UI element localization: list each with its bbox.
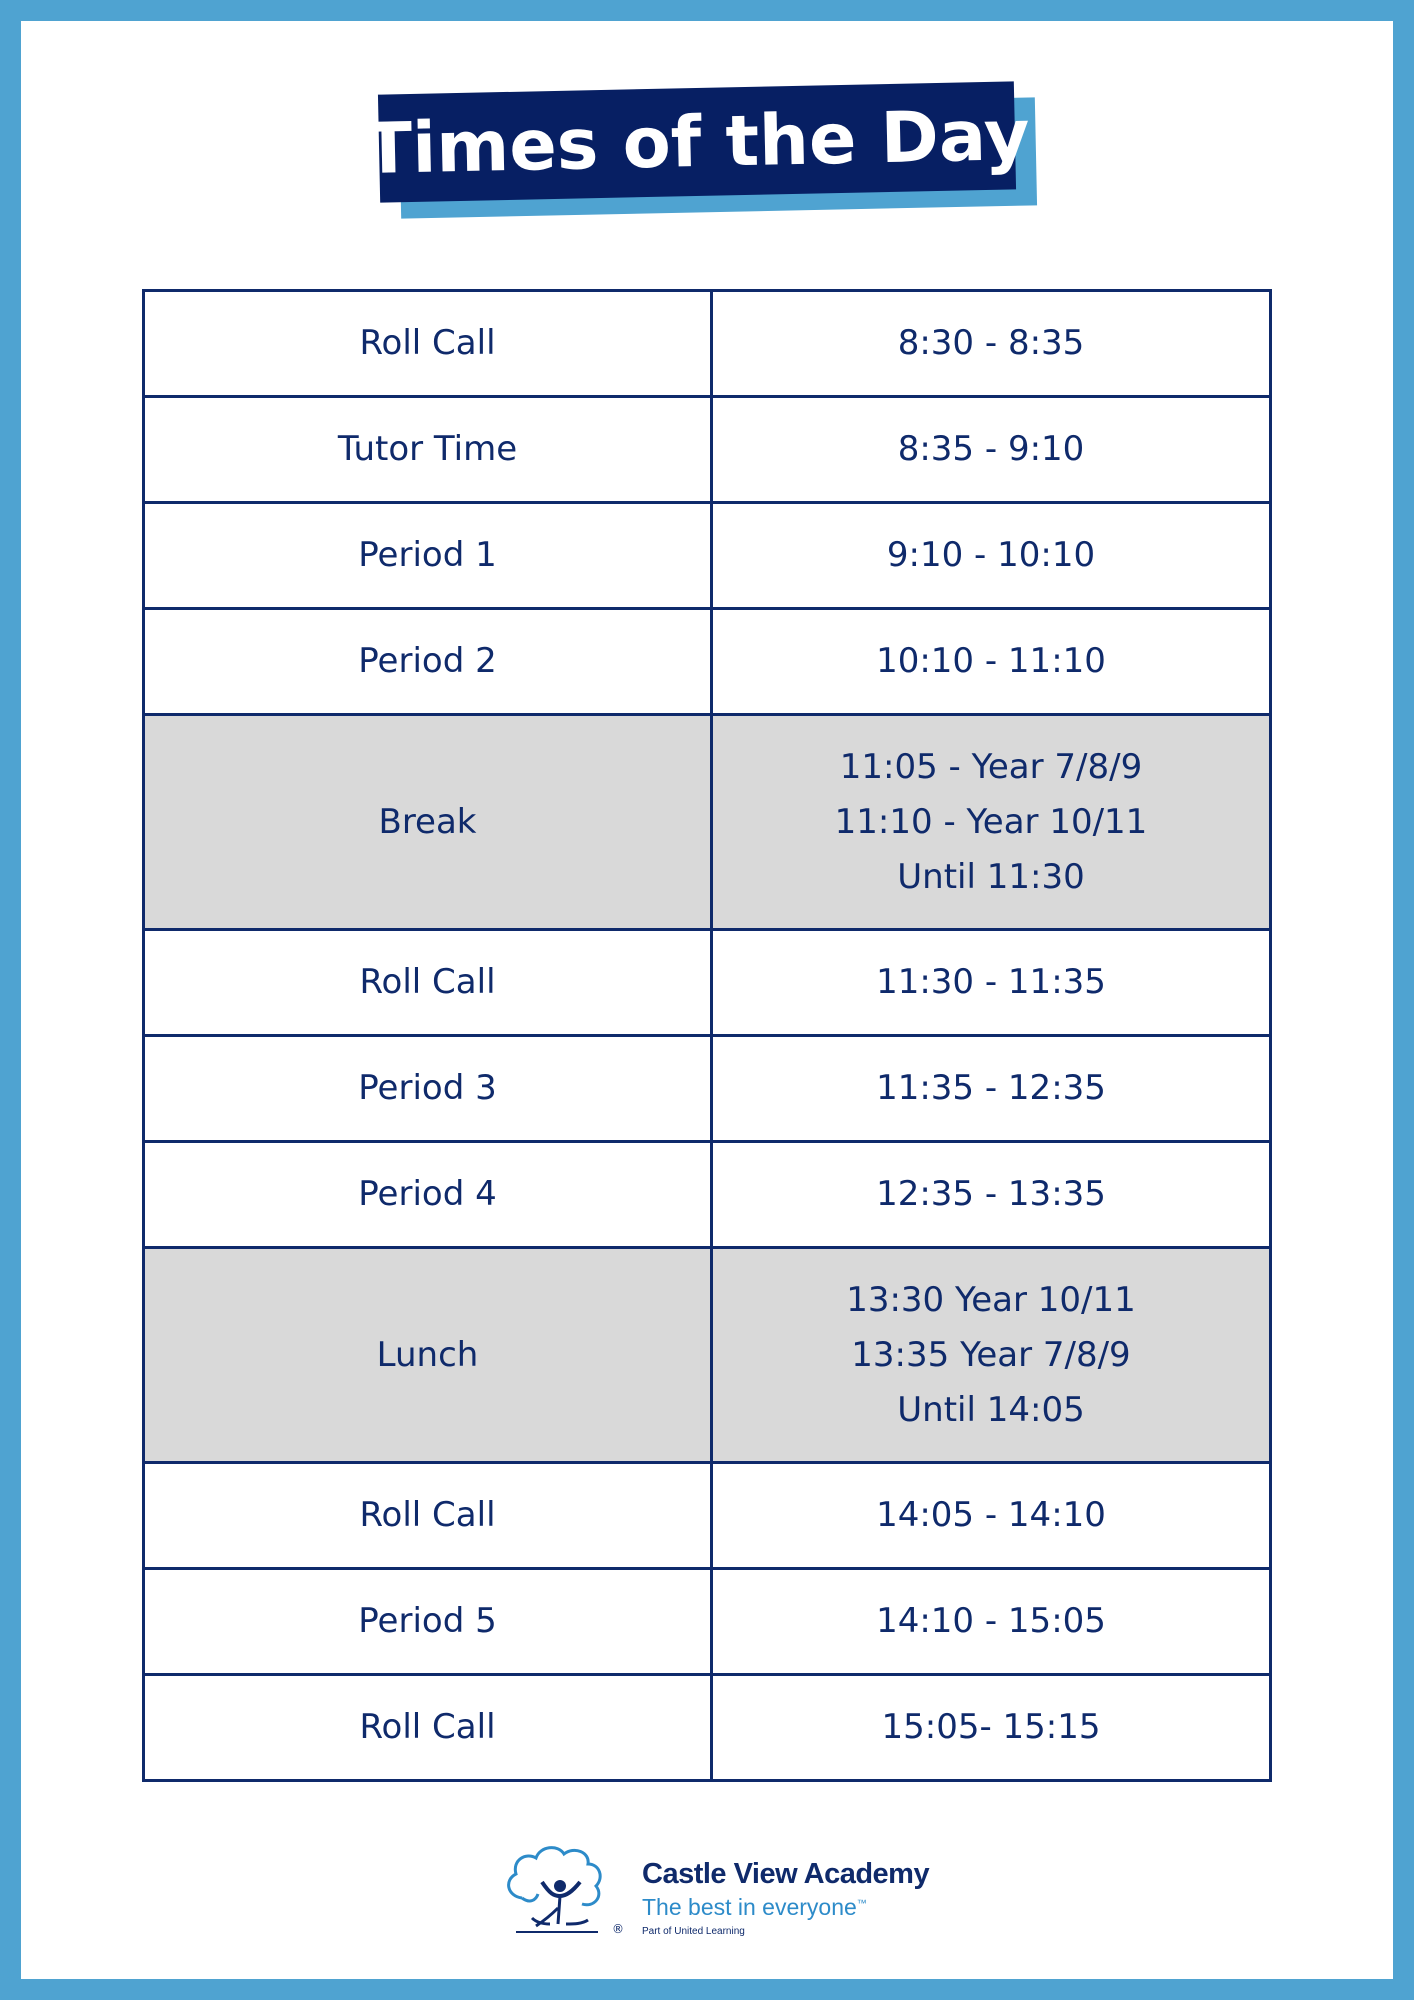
time-line: 12:35 - 13:35	[876, 1174, 1106, 1214]
schedule-row	[144, 715, 1271, 930]
activity-cell: Period 1	[144, 503, 712, 609]
registered-mark: ®	[612, 1922, 624, 1936]
time-line: 14:05 - 14:10	[876, 1495, 1106, 1535]
time-line: Until 14:05	[897, 1389, 1085, 1430]
time-line: 11:35 - 12:35	[876, 1068, 1106, 1108]
schedule-row	[144, 930, 1271, 1036]
time-cell	[712, 930, 1271, 1036]
time-cell	[712, 503, 1271, 609]
time-line: 8:35 - 9:10	[897, 429, 1085, 469]
schedule-row	[144, 1142, 1271, 1248]
school-logo	[502, 1838, 930, 1944]
time-line: 11:05 - Year 7/8/9	[839, 746, 1143, 787]
title-banner	[363, 81, 1031, 202]
schedule-row	[144, 1463, 1271, 1569]
time-line: 11:10 - Year 10/11	[834, 801, 1148, 842]
time-cell	[712, 1569, 1271, 1675]
time-line: 13:30 Year 10/11	[846, 1279, 1136, 1320]
activity-cell: Roll Call	[144, 1675, 712, 1781]
schedule-row	[144, 1675, 1271, 1781]
time-line: 10:10 - 11:10	[876, 641, 1106, 681]
school-tagline: The best in everyone™	[642, 1894, 867, 1920]
school-subtitle: Part of United Learning	[642, 1926, 745, 1937]
time-cell	[712, 397, 1271, 503]
activity-cell: Roll Call	[144, 1463, 712, 1569]
activity-cell: Period 3	[144, 1036, 712, 1142]
schedule-table	[142, 289, 1272, 1782]
time-line: 11:30 - 11:35	[876, 962, 1106, 1002]
schedule-row	[144, 503, 1271, 609]
trademark-mark: ™	[856, 1898, 867, 1910]
time-line: 14:10 - 15:05	[876, 1601, 1106, 1641]
time-cell	[712, 1248, 1271, 1463]
schedule-row	[144, 291, 1271, 397]
time-line: 9:10 - 10:10	[886, 535, 1096, 575]
activity-cell: Roll Call	[144, 930, 712, 1036]
time-cell	[712, 1675, 1271, 1781]
activity-cell: Break	[144, 715, 712, 930]
time-cell	[712, 291, 1271, 397]
time-cell	[712, 1142, 1271, 1248]
time-cell	[712, 609, 1271, 715]
schedule-row	[144, 397, 1271, 503]
time-cell	[712, 1463, 1271, 1569]
time-line: 15:05- 15:15	[881, 1707, 1101, 1747]
page-title: Times of the Day	[363, 94, 1031, 190]
schedule-row	[144, 1248, 1271, 1463]
time-line: 13:35 Year 7/8/9	[851, 1334, 1131, 1375]
time-line: 8:30 - 8:35	[897, 323, 1085, 363]
activity-cell: Lunch	[144, 1248, 712, 1463]
activity-cell: Period 4	[144, 1142, 712, 1248]
time-line: Until 11:30	[897, 856, 1085, 897]
activity-cell: Tutor Time	[144, 397, 712, 503]
activity-cell: Period 2	[144, 609, 712, 715]
activity-cell: Roll Call	[144, 291, 712, 397]
school-name: Castle View Academy	[642, 1858, 930, 1890]
schedule-row	[144, 1036, 1271, 1142]
time-cell	[712, 715, 1271, 930]
time-cell	[712, 1036, 1271, 1142]
schedule-row	[144, 1569, 1271, 1675]
schedule-row	[144, 609, 1271, 715]
activity-cell: Period 5	[144, 1569, 712, 1675]
